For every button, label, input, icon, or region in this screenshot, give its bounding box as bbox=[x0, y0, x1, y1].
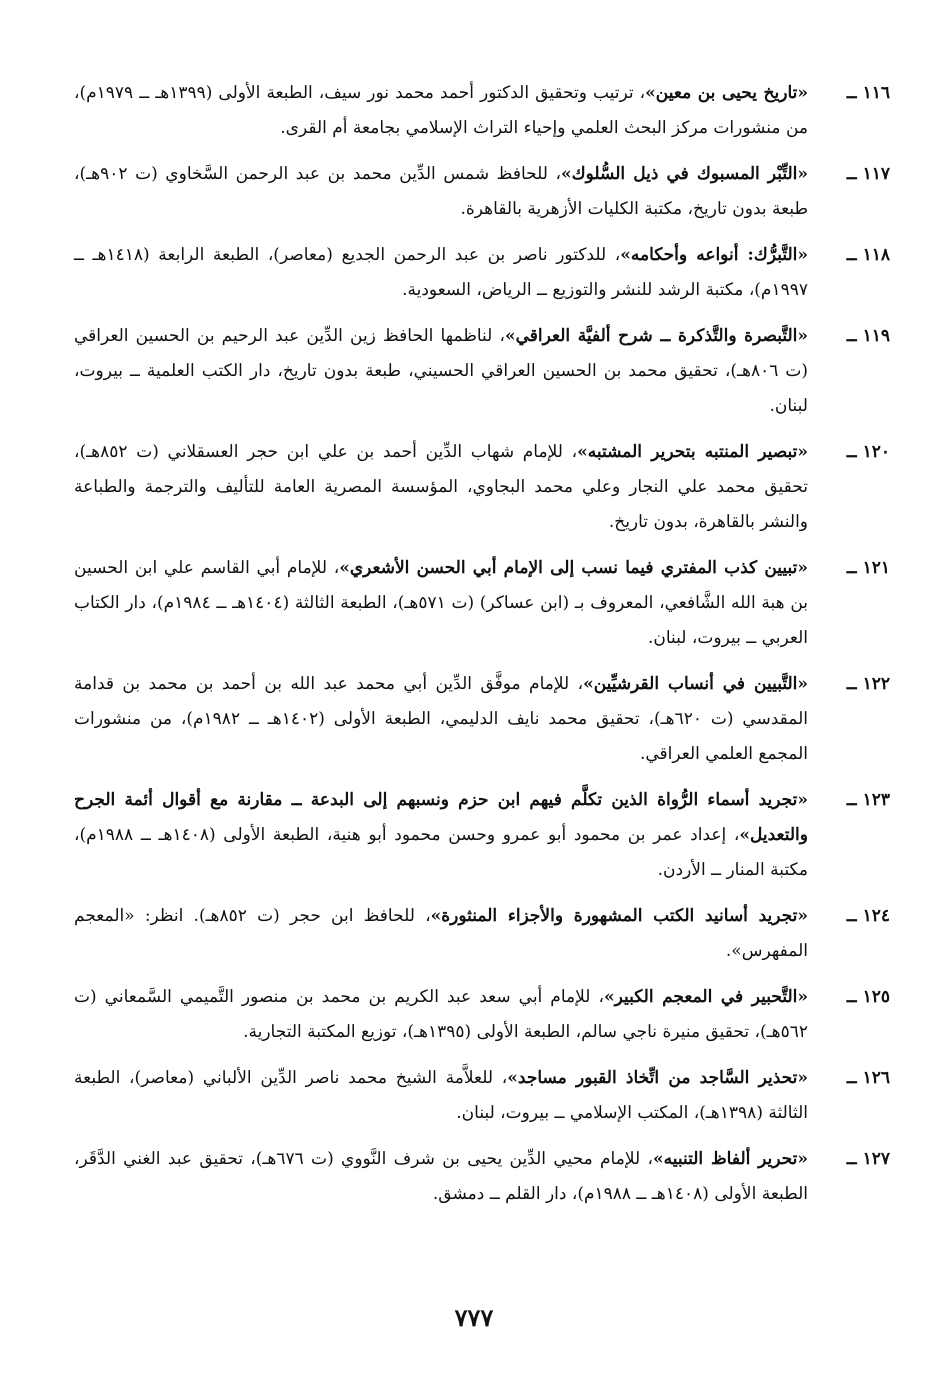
bibliography-entry bbox=[74, 980, 890, 1050]
entry-details: ، للحافظ ابن حجر (ت ٨٥٢هـ). انظر: «المعجم المفهرس». bbox=[74, 906, 808, 961]
entry-text bbox=[74, 667, 808, 772]
entry-text bbox=[74, 551, 808, 656]
entry-details: ، للإمام محيي الدِّين يحيى بن شرف النَّووي (ت ٦٧٦هـ)، تحقيق عبد الغني الدَّقَر، الطبعة الأولى (١٤٠٨هـ ــ ١٩٨٨م)، دار القلم ــ دمشق. bbox=[74, 1149, 808, 1204]
bibliography-entry bbox=[74, 435, 890, 540]
entry-title: «التِّبْر المسبوك في ذيل السُّلوك» bbox=[561, 164, 808, 184]
entry-title: «تجريد أسانيد الكتب المشهورة والأجزاء المنثورة» bbox=[430, 906, 808, 926]
entry-number: ١١٩ ــ bbox=[846, 326, 890, 346]
bibliography-entry bbox=[74, 667, 890, 772]
entry-text bbox=[74, 435, 808, 540]
entry-details: ، للحافظ شمس الدِّين محمد بن عبد الرحمن السَّخاوي (ت ٩٠٢هـ)، طبعة بدون تاريخ، مكتبة الكليات الأزهرية بالقاهرة. bbox=[74, 164, 808, 219]
bibliography-entry bbox=[74, 157, 890, 227]
bibliography-entry bbox=[74, 319, 890, 424]
entry-title: «تبيين كذب المفتري فيما نسب إلى الإمام أبي الحسن الأشعري» bbox=[339, 558, 809, 578]
entry-text bbox=[74, 157, 808, 227]
entry-number: ١٢٥ ــ bbox=[846, 987, 890, 1007]
entry-number: ١٢٦ ــ bbox=[846, 1068, 890, 1088]
page-number: ٧٧٧ bbox=[454, 1303, 494, 1332]
entry-number: ١٢٢ ــ bbox=[846, 674, 890, 694]
entry-number: ١١٧ ــ bbox=[846, 164, 890, 184]
bibliography-list bbox=[74, 76, 890, 1223]
entry-text bbox=[74, 899, 808, 969]
entry-details: ، للإمام أبي القاسم علي ابن الحسين بن هبة الله الشَّافعي، المعروف بـ (ابن عساكر) (ت ٥٧١هـ)، الطبعة الثالثة (١٤٠٤هـ ــ ١٩٨٤م)، دار الكتاب العربي ــ بيروت، لبنان. bbox=[74, 558, 808, 648]
bibliography-entry bbox=[74, 1061, 890, 1131]
entry-number: ١١٦ ــ bbox=[846, 83, 890, 103]
entry-text bbox=[74, 319, 808, 424]
entry-title: «التَّحبير في المعجم الكبير» bbox=[603, 987, 808, 1007]
entry-number: ١٢٠ ــ bbox=[846, 442, 890, 462]
entry-title: «تاريخ يحيى بن معين» bbox=[645, 83, 809, 103]
entry-details: ، للعلاَّمة الشيخ محمد ناصر الدِّين الألباني (معاصر)، الطبعة الثالثة (١٣٩٨هـ)، المكتب الإسلامي ــ بيروت، لبنان. bbox=[74, 1068, 808, 1123]
entry-title: «تحذير السَّاجد من اتِّخاذ القبور مساجد» bbox=[507, 1068, 808, 1088]
bibliography-entry bbox=[74, 783, 890, 888]
bibliography-entry bbox=[74, 238, 890, 308]
entry-details: ، إعداد عمر بن محمود أبو عمرو وحسن محمود أبو هنية، الطبعة الأولى (١٤٠٨هـ ــ ١٩٨٨م)، مكتبة المنار ــ الأردن. bbox=[74, 825, 808, 880]
entry-details: ، للإمام أبي سعد عبد الكريم بن محمد بن منصور التَّميمي السَّمعاني (ت ٥٦٢هـ)، تحقيق منيرة ناجي سالم، الطبعة الأولى (١٣٩٥هـ)، توزيع المكتبة التجارية. bbox=[74, 987, 808, 1042]
bibliography-entry bbox=[74, 551, 890, 656]
entry-number: ١١٨ ــ bbox=[846, 245, 890, 265]
bibliography-entry bbox=[74, 1142, 890, 1212]
entry-number: ١٢٤ ــ bbox=[846, 906, 890, 926]
entry-text bbox=[74, 1061, 808, 1131]
entry-title: «التَّبرُّك: أنواعه وأحكامه» bbox=[620, 245, 808, 265]
entry-title: «التَّبصرة والتَّذكرة ــ شرح ألفيَّة العراقي» bbox=[504, 326, 808, 346]
entry-text bbox=[74, 980, 808, 1050]
entry-text bbox=[74, 76, 808, 146]
entry-details: ، ترتيب وتحقيق الدكتور أحمد محمد نور سيف، الطبعة الأولى (١٣٩٩هـ ــ ١٩٧٩م)، من منشورات مركز البحث العلمي وإحياء التراث الإسلامي بجامعة أم القرى. bbox=[74, 83, 808, 138]
entry-title: «تجريد أسماء الرُّواة الذين تكلَّم فيهم ابن حزم ونسبهم إلى البدعة ــ مقارنة مع أقوال أئمة الجرح والتعديل» bbox=[74, 790, 808, 845]
entry-number: ١٢٣ ــ bbox=[846, 790, 890, 810]
entry-title: «تبصير المنتبه بتحرير المشتبه» bbox=[577, 442, 809, 462]
entry-details: ، للدكتور ناصر بن عبد الرحمن الجديع (معاصر)، الطبعة الرابعة (١٤١٨هـ ــ ١٩٩٧م)، مكتبة الرشد للنشر والتوزيع ــ الرياض، السعودية. bbox=[74, 245, 808, 300]
entry-details: ، للإمام موفَّق الدِّين أبي محمد عبد الله بن أحمد بن محمد بن قدامة المقدسي (ت ٦٢٠هـ)، تحقيق محمد نايف الدليمي، الطبعة الأولى (١٤٠٢هـ ــ ١٩٨٢م)، من منشورات المجمع العلمي العراقي. bbox=[74, 674, 808, 764]
entry-details: ، لناظمها الحافظ زين الدِّين عبد الرحيم بن الحسين العراقي (ت ٨٠٦هـ)، تحقيق محمد بن الحسين العراقي الحسيني، طبعة بدون تاريخ، دار الكتب العلمية ــ بيروت، لبنان. bbox=[74, 326, 808, 416]
entry-title: «تحرير ألفاظ التنبيه» bbox=[652, 1149, 808, 1169]
entry-text bbox=[74, 238, 808, 308]
entry-details: ، للإمام شهاب الدِّين أحمد بن علي ابن حجر العسقلاني (ت ٨٥٢هـ)، تحقيق محمد علي النجار وعلي محمد البجاوي، المؤسسة المصرية العامة للتأليف والترجمة والطباعة والنشر بالقاهرة، بدون تاريخ. bbox=[74, 442, 808, 532]
bibliography-entry bbox=[74, 899, 890, 969]
entry-text bbox=[74, 1142, 808, 1212]
entry-number: ١٢١ ــ bbox=[846, 558, 890, 578]
entry-text bbox=[74, 783, 808, 888]
entry-number: ١٢٧ ــ bbox=[846, 1149, 890, 1169]
entry-title: «التَّبيين في أنساب القرشيِّين» bbox=[583, 674, 809, 694]
bibliography-entry bbox=[74, 76, 890, 146]
